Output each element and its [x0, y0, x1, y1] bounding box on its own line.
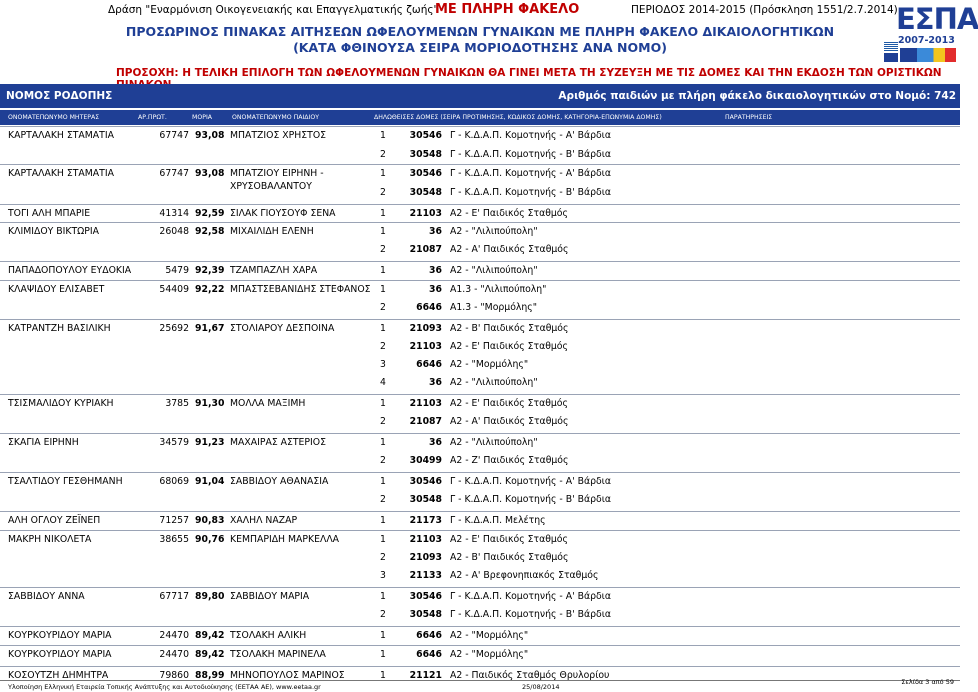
- cell-desc: Α2 - "Λιλιπούπολη": [450, 377, 538, 388]
- cell-pref: 1: [380, 130, 386, 141]
- applications-table: [0, 126, 960, 681]
- cell-score: 89,42: [195, 630, 225, 641]
- column-header-bar: [0, 110, 960, 125]
- table-row: [8, 265, 960, 278]
- cell-protocol: 25692: [159, 323, 189, 334]
- cell-score: 92,39: [195, 265, 225, 276]
- cell-desc: Γ - Κ.Δ.Α.Π. Κομοτηνής - Α' Βάρδια: [450, 130, 611, 141]
- cell-score: 90,83: [195, 515, 225, 526]
- cell-protocol: 79860: [159, 670, 189, 681]
- cell-code: 21121: [409, 670, 442, 681]
- cell-code: 6646: [416, 630, 442, 641]
- cell-mother: ΤΟΓΙ ΑΛΗ ΜΠΑΡΙΕ: [8, 208, 91, 219]
- cell-desc: Γ - Κ.Δ.Α.Π. Κομοτηνής - Α' Βάρδια: [450, 476, 611, 487]
- table-row: [8, 377, 960, 390]
- cell-child: ΜΑΧΑΙΡΑΣ ΑΣΤΕΡΙΟΣ: [230, 437, 326, 448]
- cell-desc: Α2 - Ε' Παιδικός Σταθμός: [450, 398, 568, 409]
- cell-pref: 2: [380, 455, 386, 466]
- table-row: [8, 168, 960, 181]
- cell-desc: Α1.3 - "Μορμόλης": [450, 302, 538, 313]
- row-separator: [0, 280, 960, 281]
- cell-desc: Α2 - Α' Παιδικός Σταθμός: [450, 244, 569, 255]
- cell-protocol: 34579: [159, 437, 189, 448]
- footer-rule: [0, 680, 960, 681]
- cell-mother: ΚΑΡΤΑΛΑΚΗ ΣΤΑΜΑΤΙΑ: [8, 168, 114, 179]
- cell-code: 36: [429, 437, 442, 448]
- table-row: [8, 284, 960, 297]
- espa-logo-text: ΕΣΠΑ: [896, 2, 978, 36]
- cell-pref: 1: [380, 649, 386, 660]
- cell-child: ΧΡΥΣΟΒΑΛΑΝΤΟΥ: [230, 181, 312, 192]
- table-row: [8, 649, 960, 662]
- cell-desc: Γ - Κ.Δ.Α.Π. Κομοτηνής - Α' Βάρδια: [450, 591, 611, 602]
- table-row: [8, 149, 960, 162]
- prefecture-bar: [0, 84, 960, 108]
- table-row: [8, 341, 960, 354]
- cell-desc: Α2 - "Λιλιπούπολη": [450, 226, 538, 237]
- cell-mother: ΠΑΠΑΔΟΠΟΥΛΟΥ ΕΥΔΟΚΙΑ: [8, 265, 132, 276]
- table-row: [8, 398, 960, 411]
- cell-code: 21133: [409, 570, 442, 581]
- row-separator: [0, 626, 960, 627]
- cell-pref: 1: [380, 591, 386, 602]
- cell-code: 30548: [409, 149, 442, 160]
- page-footer: [0, 678, 960, 692]
- cell-pref: 1: [380, 208, 386, 219]
- table-row: [8, 630, 960, 643]
- cell-protocol: 24470: [159, 649, 189, 660]
- cell-desc: Α2 - Β' Παιδικός Σταθμός: [450, 323, 569, 334]
- cell-pref: 3: [380, 359, 386, 370]
- row-separator: [0, 126, 960, 127]
- cell-code: 21103: [409, 534, 442, 545]
- cell-pref: 3: [380, 570, 386, 581]
- cell-desc: Γ - Κ.Δ.Α.Π. Κομοτηνής - Β' Βάρδια: [450, 609, 611, 620]
- cell-desc: Α2 - Ε' Παιδικός Σταθμός: [450, 341, 568, 352]
- cell-protocol: 67717: [159, 591, 189, 602]
- cell-code: 21173: [409, 515, 442, 526]
- table-row: [8, 455, 960, 468]
- cell-mother: ΤΣΑΛΤΙΔΟΥ ΓΕΣΘΗΜΑΝΗ: [8, 476, 123, 487]
- cell-score: 92,59: [195, 208, 225, 219]
- cell-code: 21093: [409, 552, 442, 563]
- cell-pref: 1: [380, 226, 386, 237]
- cell-pref: 1: [380, 323, 386, 334]
- row-separator: [0, 587, 960, 588]
- cell-mother: ΤΣΙΣΜΑΛΙΔΟΥ ΚΥΡΙΑΚΗ: [8, 398, 114, 409]
- cell-score: 91,23: [195, 437, 225, 448]
- cell-code: 36: [429, 284, 442, 295]
- cell-protocol: 54409: [159, 284, 189, 295]
- table-row: [8, 187, 960, 200]
- row-separator: [0, 261, 960, 262]
- row-separator: [0, 204, 960, 205]
- cell-pref: 1: [380, 398, 386, 409]
- table-row: [8, 130, 960, 143]
- cell-child: ΣΑΒΒΙΔΟΥ ΜΑΡΙΑ: [230, 591, 310, 602]
- cell-child: ΣΙΛΑΚ ΓΙΟΥΣΟΥΦ ΣΕΝΑ: [230, 208, 336, 219]
- cell-pref: 2: [380, 416, 386, 427]
- cell-pref: 1: [380, 630, 386, 641]
- cell-code: 21103: [409, 208, 442, 219]
- cell-score: 92,58: [195, 226, 225, 237]
- cell-child: ΧΑΛΗΛ ΝΑΖΑΡ: [230, 515, 298, 526]
- cell-code: 30548: [409, 609, 442, 620]
- period-label: ΠΕΡΙΟΔΟΣ 2014-2015 (Πρόσκληση 1551/2.7.2014): [631, 4, 898, 16]
- cell-child: ΜΗΝΟΠΟΥΛΟΣ ΜΑΡΙΝΟΣ: [230, 670, 345, 681]
- cell-code: 21087: [409, 416, 442, 427]
- cell-pref: 1: [380, 476, 386, 487]
- cell-mother: ΚΟΣΟΥΤΖΗ ΔΗΜΗΤΡΑ: [8, 670, 109, 681]
- cell-child: ΚΕΜΠΑΡΙΔΗ ΜΑΡΚΕΛΛΑ: [230, 534, 340, 545]
- cell-code: 6646: [416, 359, 442, 370]
- cell-desc: Α2 - Α' Βρεφονηπιακός Σταθμός: [450, 570, 599, 581]
- cell-desc: Α2 - Ε' Παιδικός Σταθμός: [450, 534, 568, 545]
- table-row: [8, 476, 960, 489]
- row-separator: [0, 530, 960, 531]
- col-child: ΟΝΟΜΑΤΕΠΩΝΥΜΟ ΠΑΙΔΙΟΥ: [232, 114, 320, 121]
- cell-score: 89,80: [195, 591, 225, 602]
- cell-score: 89,42: [195, 649, 225, 660]
- cell-protocol: 24470: [159, 630, 189, 641]
- row-separator: [0, 666, 960, 667]
- cell-score: 91,67: [195, 323, 225, 334]
- cell-score: 90,76: [195, 534, 225, 545]
- table-row: [8, 609, 960, 622]
- cell-protocol: 71257: [159, 515, 189, 526]
- cell-score: 93,08: [195, 168, 225, 179]
- cell-code: 6646: [416, 302, 442, 313]
- cell-score: 91,04: [195, 476, 225, 487]
- top-info-line: [0, 4, 960, 20]
- cell-desc: Γ - Κ.Δ.Α.Π. Μελέτης: [450, 515, 546, 526]
- col-score: ΜΟΡΙΑ: [192, 114, 212, 121]
- cell-desc: Α2 - "Λιλιπούπολη": [450, 437, 538, 448]
- cell-pref: 2: [380, 302, 386, 313]
- cell-code: 6646: [416, 649, 442, 660]
- cell-pref: 2: [380, 244, 386, 255]
- cell-desc: Γ - Κ.Δ.Α.Π. Κομοτηνής - Β' Βάρδια: [450, 494, 611, 505]
- cell-desc: Γ - Κ.Δ.Α.Π. Κομοτηνής - Β' Βάρδια: [450, 149, 611, 160]
- cell-code: 21103: [409, 341, 442, 352]
- cell-pref: 1: [380, 437, 386, 448]
- cell-protocol: 68069: [159, 476, 189, 487]
- row-separator: [0, 394, 960, 395]
- cell-mother: ΚΛΑΨΙΔΟΥ ΕΛΙΣΑΒΕΤ: [8, 284, 105, 295]
- cell-mother: ΚΛΙΜΙΔΟΥ ΒΙΚΤΩΡΙΑ: [8, 226, 99, 237]
- cell-code: 36: [429, 226, 442, 237]
- warning-notice: ΠΡΟΣΟΧΗ: Η ΤΕΛΙΚΗ ΕΠΙΛΟΓΗ ΤΩΝ ΩΦΕΛΟΥΜΕΝΩΝ ΓΥΝΑΙΚΩΝ ΘΑ ΓΙΝΕΙ ΜΕΤΑ ΤΗ ΣΥΖΕΥΞΗ ΜΕ ΤΙΣ ΔΟΜΕΣ ΚΑΙ ΤΗΝ ΕΚΔΟΣΗ ΤΩΝ ΟΡΙΣΤΙΚΩΝ: [116, 67, 942, 79]
- cell-pref: 2: [380, 609, 386, 620]
- cell-code: 21103: [409, 398, 442, 409]
- cell-pref: 2: [380, 187, 386, 198]
- cell-desc: Α2 - "Μορμόλης": [450, 359, 529, 370]
- cell-desc: Α2 - Παιδικός Σταθμός Θρυλορίου: [450, 670, 610, 681]
- cell-pref: 4: [380, 377, 386, 388]
- col-notes: ΠΑΡΑΤΗΡΗΣΕΙΣ: [725, 114, 773, 121]
- cell-child: ΜΠΑΣΤΣΕΒΑΝΙΔΗΣ ΣΤΕΦΑΝΟΣ: [230, 284, 371, 295]
- cell-code: 30499: [409, 455, 442, 466]
- cell-child: ΣΤΟΛΙΑΡΟΥ ΔΕΣΠΟΙΝΑ: [230, 323, 335, 334]
- row-separator: [0, 433, 960, 434]
- cell-child: ΜΙΧΑΙΛΙΔΗ ΕΛΕΝΗ: [230, 226, 314, 237]
- cell-protocol: 3785: [165, 398, 189, 409]
- children-count: Αριθμός παιδιών με πλήρη φάκελο δικαιολογητικών στο Νομό: 742: [558, 90, 956, 102]
- cell-mother: ΑΛΗ ΟΓΛΟΥ ΖΕΪΝΕΠ: [8, 515, 101, 526]
- row-separator: [0, 511, 960, 512]
- table-row: [8, 302, 960, 315]
- cell-code: 30546: [409, 591, 442, 602]
- cell-mother: ΚΟΥΡΚΟΥΡΙΔΟΥ ΜΑΡΙΑ: [8, 649, 112, 660]
- table-row: [8, 534, 960, 547]
- cell-pref: 2: [380, 494, 386, 505]
- cell-pref: 2: [380, 149, 386, 160]
- espa-logo-years: 2007-2013: [898, 35, 955, 46]
- row-separator: [0, 472, 960, 473]
- cell-protocol: 26048: [159, 226, 189, 237]
- table-row: [8, 552, 960, 565]
- cell-mother: ΚΟΥΡΚΟΥΡΙΔΟΥ ΜΑΡΙΑ: [8, 630, 112, 641]
- cell-code: 30546: [409, 130, 442, 141]
- cell-child: ΜΠΑΤΖΙΟΥ ΕΙΡΗΝΗ -: [230, 168, 324, 179]
- cell-mother: ΜΑΚΡΗ ΝΙΚΟΛΕΤΑ: [8, 534, 92, 545]
- cell-protocol: 67747: [159, 130, 189, 141]
- table-row: [8, 570, 960, 583]
- row-separator: [0, 319, 960, 320]
- cell-pref: 1: [380, 265, 386, 276]
- table-row: [8, 515, 960, 528]
- cell-code: 30546: [409, 476, 442, 487]
- action-title: Δράση "Εναρμόνιση Οικογενειακής και Επαγγελματικής ζωής": [108, 4, 439, 16]
- cell-code: 30546: [409, 168, 442, 179]
- cell-pref: 1: [380, 168, 386, 179]
- table-row: [8, 591, 960, 604]
- table-row: [8, 437, 960, 450]
- table-row: [8, 208, 960, 221]
- row-separator: [0, 645, 960, 646]
- cell-pref: 1: [380, 534, 386, 545]
- cell-mother: ΚΑΡΤΑΛΑΚΗ ΣΤΑΜΑΤΙΑ: [8, 130, 114, 141]
- file-type-label: ΜΕ ΠΛΗΡΗ ΦΑΚΕΛΟ: [435, 2, 580, 17]
- cell-score: 93,08: [195, 130, 225, 141]
- table-row: [8, 416, 960, 429]
- cell-desc: Α2 - "Λιλιπούπολη": [450, 265, 538, 276]
- cell-pref: 1: [380, 284, 386, 295]
- cell-child: ΤΣΟΛΑΚΗ ΜΑΡΙΝΕΛΑ: [230, 649, 326, 660]
- table-row: [8, 494, 960, 507]
- cell-child: ΣΑΒΒΙΔΟΥ ΑΘΑΝΑΣΙΑ: [230, 476, 329, 487]
- table-row: [8, 359, 960, 372]
- cell-pref: 2: [380, 552, 386, 563]
- cell-child: ΜΟΛΛΑ ΜΑΞΙΜΗ: [230, 398, 306, 409]
- cell-protocol: 38655: [159, 534, 189, 545]
- footer-date: 25/08/2014: [522, 683, 560, 691]
- cell-code: 36: [429, 265, 442, 276]
- cell-desc: Γ - Κ.Δ.Α.Π. Κομοτηνής - Β' Βάρδια: [450, 187, 611, 198]
- cell-mother: ΣΚΑΓΙΑ ΕΙΡΗΝΗ: [8, 437, 79, 448]
- table-row: [8, 244, 960, 257]
- prefecture-name: ΝΟΜΟΣ ΡΟΔΟΠΗΣ: [6, 90, 113, 102]
- col-structures: ΔΗΛΩΘΕΙΣΕΣ ΔΟΜΕΣ (ΣΕΙΡΑ ΠΡΟΤΙΜΗΣΗΣ, ΚΩΔΙΚΟΣ ΔΟΜΗΣ, ΚΑΤΗΓΟΡΙΑ-ΕΠΩΝΥΜΙΑ ΔΟΜΗΣ): [374, 114, 662, 121]
- cell-mother: ΣΑΒΒΙΔΟΥ ΑΝΝΑ: [8, 591, 85, 602]
- cell-code: 36: [429, 377, 442, 388]
- col-protocol: ΑΡ.ΠΡΩΤ.: [138, 114, 167, 121]
- col-mother: ΟΝΟΜΑΤΕΠΩΝΥΜΟ ΜΗΤΕΡΑΣ: [8, 114, 100, 121]
- table-row: [8, 226, 960, 239]
- table-row: [8, 323, 960, 336]
- cell-code: 21093: [409, 323, 442, 334]
- cell-protocol: 41314: [159, 208, 189, 219]
- cell-code: 30548: [409, 187, 442, 198]
- cell-pref: 2: [380, 341, 386, 352]
- cell-desc: Α2 - Α' Παιδικός Σταθμός: [450, 416, 569, 427]
- cell-score: 91,30: [195, 398, 225, 409]
- cell-desc: Α2 - "Μορμόλης": [450, 630, 529, 641]
- main-title: ΠΡΟΣΩΡΙΝΟΣ ΠΙΝΑΚΑΣ ΑΙΤΗΣΕΩΝ ΩΦΕΛΟΥΜΕΝΩΝ ΓΥΝΑΙΚΩΝ ΜΕ ΠΛΗΡΗ ΦΑΚΕΛΟ ΔΙΚΑΙΟΛΟΓΗΤΙΚΩΝ: [125, 24, 835, 39]
- cell-code: 30548: [409, 494, 442, 505]
- cell-mother: ΚΑΤΡΑΝΤΖΗ ΒΑΣΙΛΙΚΗ: [8, 323, 111, 334]
- cell-protocol: 67747: [159, 168, 189, 179]
- row-separator: [0, 222, 960, 223]
- cell-desc: Α2 - Ε' Παιδικός Σταθμός: [450, 208, 568, 219]
- cell-code: 21087: [409, 244, 442, 255]
- cell-score: 88,99: [195, 670, 225, 681]
- cell-pref: 1: [380, 670, 386, 681]
- page-number: Σελίδα 3 από 59: [901, 678, 954, 686]
- cell-child: ΜΠΑΤΖΙΟΣ ΧΡΗΣΤΟΣ: [230, 130, 327, 141]
- cell-desc: Γ - Κ.Δ.Α.Π. Κομοτηνής - Α' Βάρδια: [450, 168, 611, 179]
- footer-credit: Υλοποίηση Ελληνική Εταιρεία Τοπικής Ανάπτυξης και Αυτοδιοίκησης (ΕΕΤΑΑ ΑΕ), www.eetaa.gr: [8, 683, 321, 691]
- main-subtitle: (ΚΑΤΑ ΦΘΙΝΟΥΣΑ ΣΕΙΡΑ ΜΟΡΙΟΔΟΤΗΣΗΣ ΑΝΑ ΝΟΜΟ): [293, 40, 667, 55]
- cell-child: ΤΖΑΜΠΑΖΛΗ ΧΑΡΑ: [230, 265, 318, 276]
- cell-child: ΤΣΟΛΑΚΗ ΑΛΙΚΗ: [230, 630, 307, 641]
- cell-desc: Α2 - Β' Παιδικός Σταθμός: [450, 552, 569, 563]
- cell-protocol: 5479: [165, 265, 189, 276]
- cell-desc: Α2 - Ζ' Παιδικός Σταθμός: [450, 455, 569, 466]
- cell-score: 92,22: [195, 284, 225, 295]
- row-separator: [0, 164, 960, 165]
- cell-desc: Α2 - "Μορμόλης": [450, 649, 529, 660]
- cell-desc: Α1.3 - "Λιλιπούπολη": [450, 284, 547, 295]
- cell-pref: 1: [380, 515, 386, 526]
